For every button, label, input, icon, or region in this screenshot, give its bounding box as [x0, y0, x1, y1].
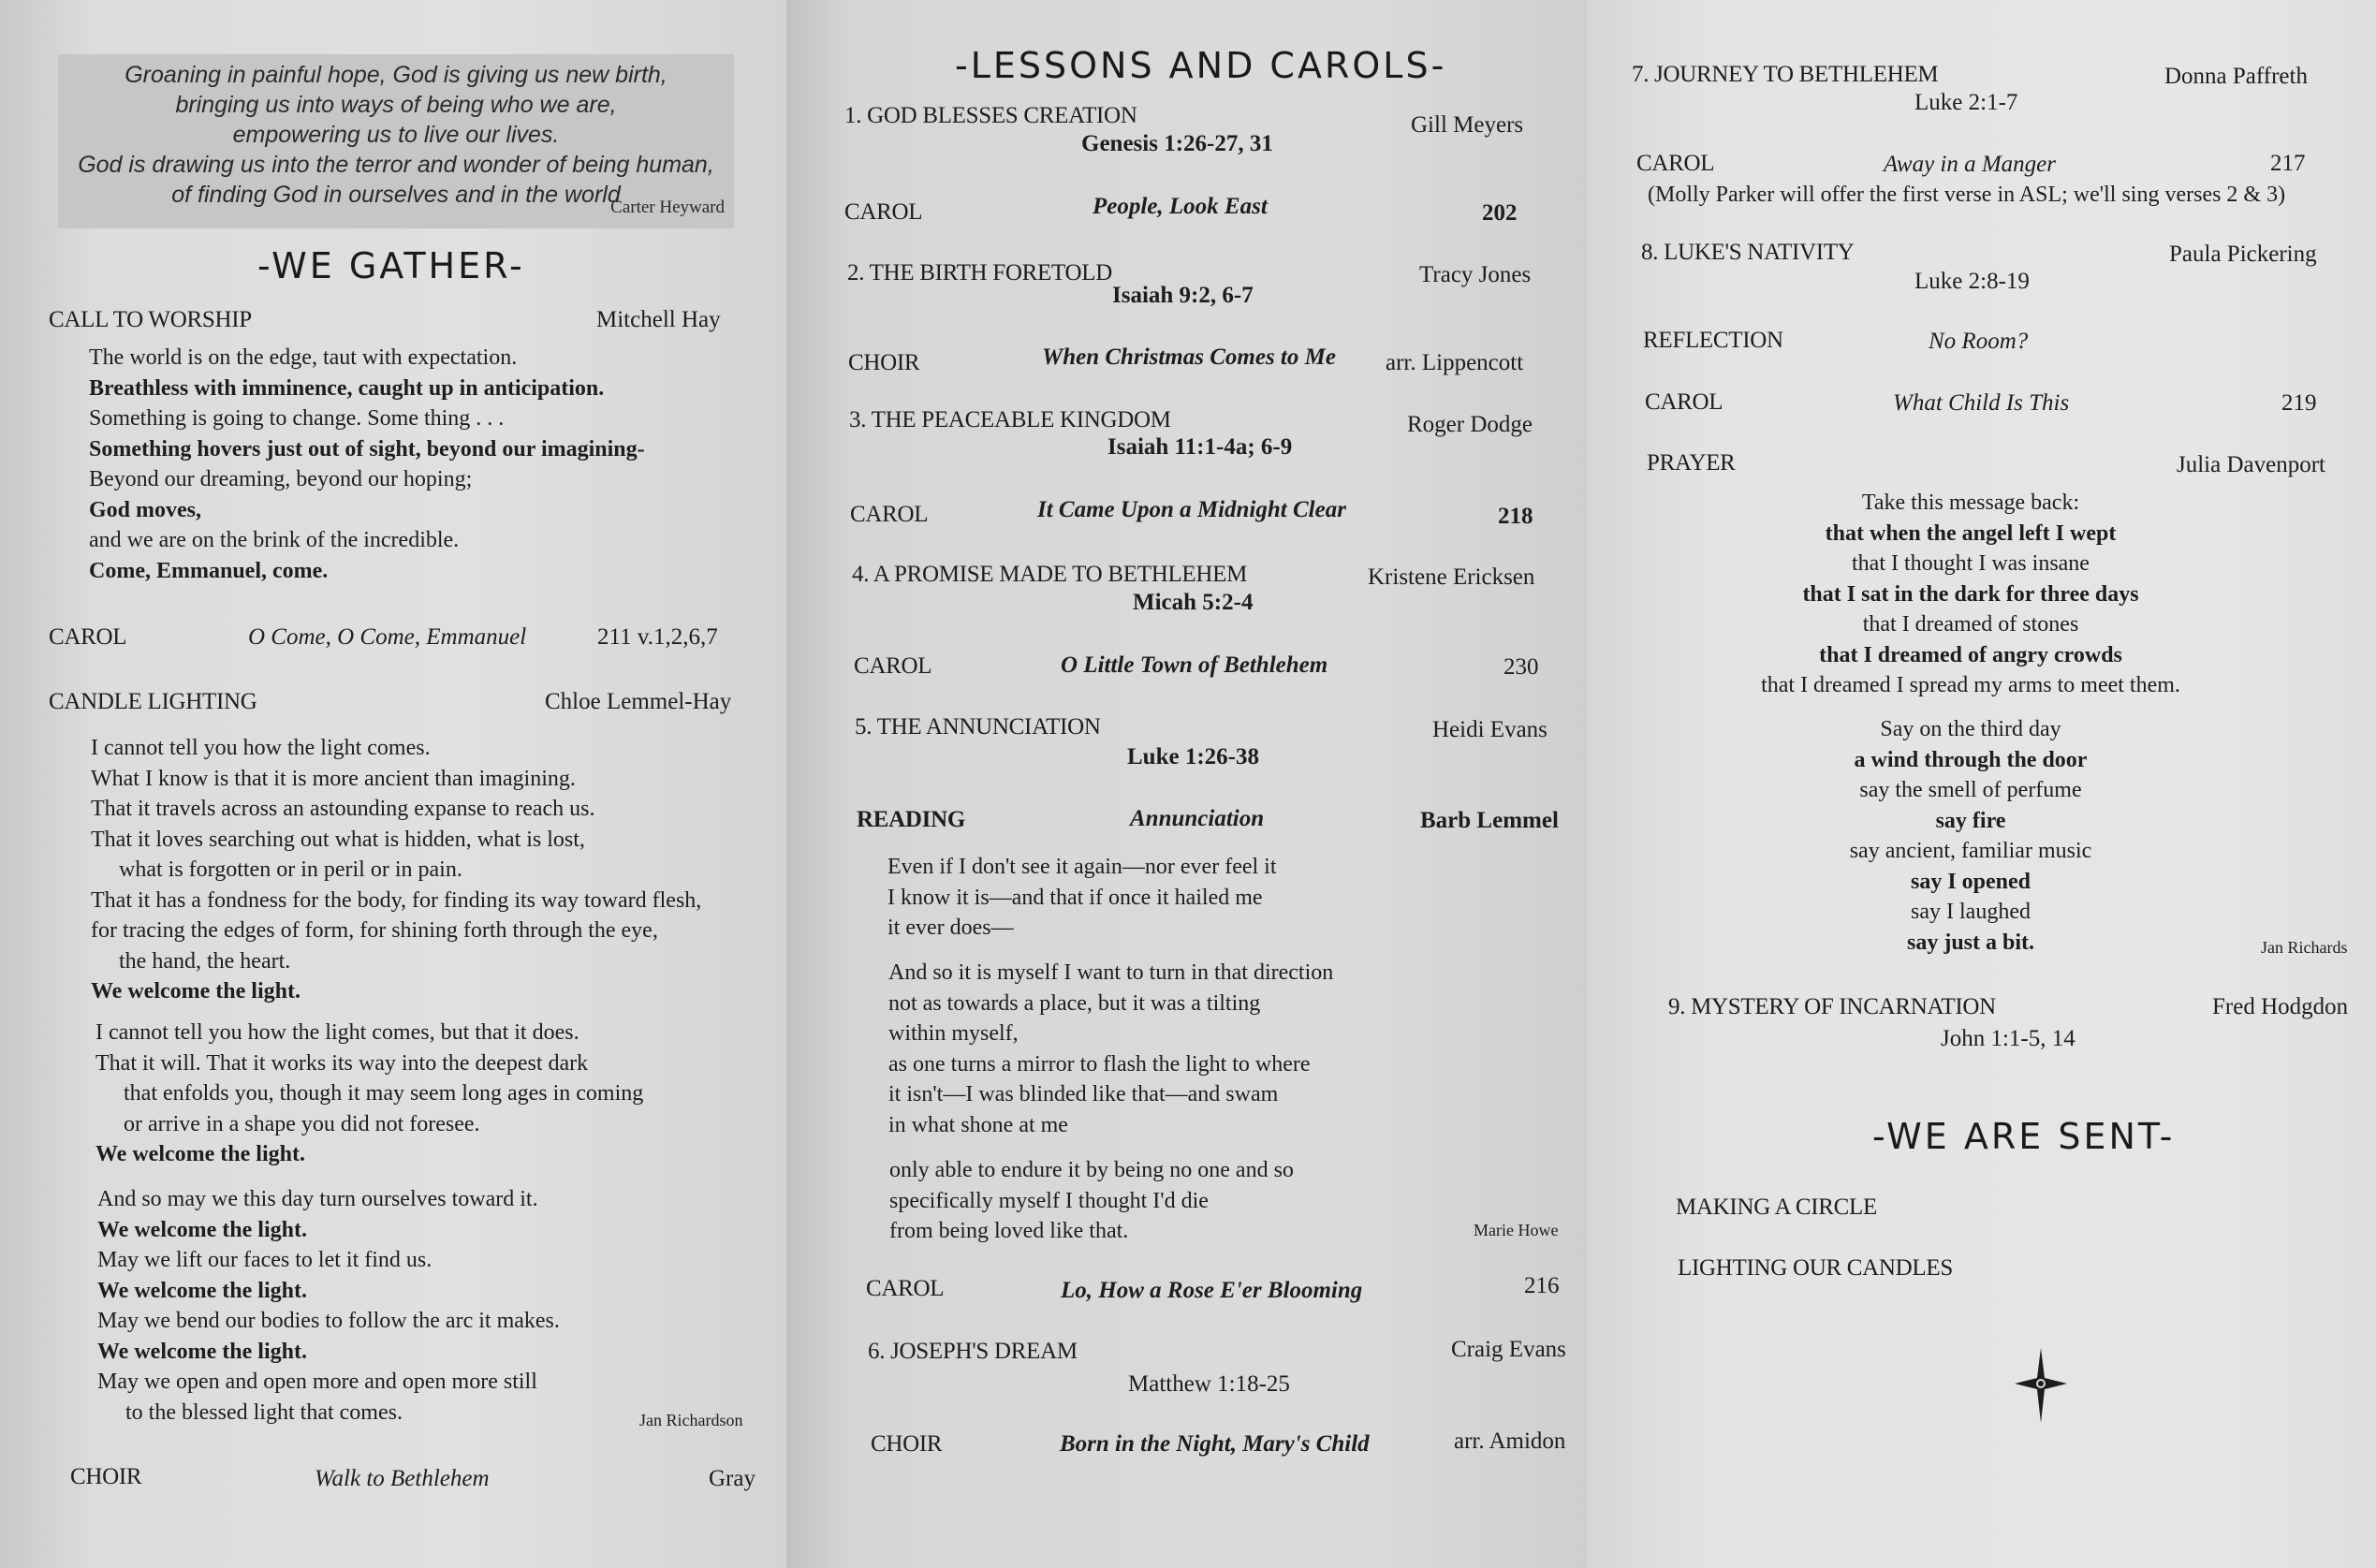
- verse-line-response: We welcome the light.: [97, 1339, 307, 1364]
- verse-line: within myself,: [888, 1021, 1019, 1046]
- verse-line: not as towards a place, but it was a tilting: [888, 990, 1261, 1016]
- lesson-title: 6. JOSEPH'S DREAM: [868, 1339, 1078, 1364]
- verse-line: Something is going to change. Some thing . . .: [89, 406, 505, 431]
- lesson-reference: Isaiah 9:2, 6-7: [1112, 283, 1254, 308]
- verse-line: say the smell of perfume: [1859, 778, 2082, 802]
- verse-line: And so it is myself I want to turn in that direction: [888, 960, 1334, 985]
- hymn-number: 217: [2270, 151, 2306, 176]
- verse-line: specifically myself I thought I'd die: [889, 1188, 1209, 1213]
- reading-stanza-1: [887, 852, 1277, 944]
- prayer-leader: Julia Davenport: [2177, 452, 2325, 477]
- verse-line-response: say fire: [1935, 808, 2006, 833]
- verse-line: May we open and open more and open more still: [97, 1370, 537, 1394]
- verse-line: Take this message back:: [1861, 491, 2080, 515]
- verse-line-response: a wind through the door: [1854, 747, 2088, 772]
- verse-line: What I know is that it is more ancient than imagining.: [91, 766, 576, 791]
- prayer-attribution: Jan Richards: [2261, 938, 2348, 957]
- lesson-reader: Heidi Evans: [1432, 717, 1547, 742]
- lesson-title: 2. THE BIRTH FORETOLD: [847, 260, 1112, 286]
- verse-line: That it will. That it works its way into the deepest dark: [95, 1050, 589, 1076]
- reading-attribution: Marie Howe: [1474, 1221, 1559, 1239]
- verse-line: to the blessed light that comes.: [125, 1399, 403, 1425]
- carol-label: CAROL: [1636, 151, 1715, 176]
- carol-title: O Come, O Come, Emmanuel: [248, 624, 527, 650]
- verse-line: the hand, the heart.: [119, 948, 291, 974]
- call-to-worship-label: CALL TO WORSHIP: [49, 307, 252, 332]
- carol-title: Lo, How a Rose E'er Blooming: [1061, 1278, 1363, 1303]
- choir-label: CHOIR: [871, 1431, 943, 1457]
- verse-line: say ancient, familiar music: [1849, 839, 2092, 863]
- verse-line-response: We welcome the light.: [97, 1278, 307, 1303]
- verse-line: what is forgotten or in peril or in pain.: [119, 857, 462, 882]
- verse-line: for tracing the edges of form, for shining forth through the eye,: [91, 918, 658, 943]
- reading-title: Annunciation: [1130, 806, 1265, 831]
- verse-line: that enfolds you, though it may seem long ages in coming: [124, 1081, 644, 1106]
- carol-title: What Child Is This: [1893, 390, 2070, 416]
- lesson-reference: Micah 5:2-4: [1133, 590, 1254, 615]
- quote-line: God is drawing us into the terror and wonder of being human,: [78, 152, 714, 178]
- lesson-reader: Craig Evans: [1451, 1337, 1566, 1362]
- verse-line: that I thought I was insane: [1852, 551, 2090, 576]
- hymn-number: 211 v.1,2,6,7: [597, 624, 718, 650]
- reading-label: READING: [857, 807, 965, 832]
- verse-line: May we bend our bodies to follow the arc it makes.: [97, 1309, 560, 1333]
- verse-line: that I dreamed of stones: [1862, 612, 2079, 637]
- candle-lighting-stanza-1: [91, 733, 701, 1007]
- lighting-our-candles: LIGHTING OUR CANDLES: [1678, 1255, 1953, 1281]
- reflection-label: REFLECTION: [1643, 328, 1783, 353]
- verse-line: or arrive in a shape you did not foresee.: [124, 1111, 480, 1136]
- carol-title: People, Look East: [1093, 194, 1268, 219]
- carol-label: CAROL: [49, 624, 127, 650]
- hymn-number: 202: [1482, 200, 1518, 226]
- opening-quote-box: [58, 54, 734, 228]
- verse-line-response: that I sat in the dark for three days: [1802, 581, 2139, 607]
- we-are-sent-heading: -WE ARE SENT-: [1872, 1116, 2176, 1157]
- lesson-reference: Matthew 1:18-25: [1128, 1371, 1290, 1397]
- carol-label: CAROL: [844, 199, 923, 225]
- verse-line: That it has a fondness for the body, for finding its way toward flesh,: [91, 887, 702, 913]
- verse-line: that I dreamed I spread my arms to meet them.: [1761, 673, 2180, 697]
- reflection-title: No Room?: [1929, 329, 2029, 354]
- verse-line-response: say just a bit.: [1906, 930, 2035, 955]
- choir-composer: arr. Lippencott: [1386, 350, 1524, 375]
- lesson-reference: Isaiah 11:1-4a; 6-9: [1107, 434, 1293, 460]
- we-gather-heading: -WE GATHER-: [257, 245, 525, 286]
- lesson-title: 1. GOD BLESSES CREATION: [844, 103, 1137, 128]
- lesson-title: 4. A PROMISE MADE TO BETHLEHEM: [852, 562, 1248, 587]
- lesson-reader: Gill Meyers: [1411, 112, 1524, 138]
- verse-line-response: Something hovers just out of sight, beyond our imagining-: [89, 436, 645, 462]
- reading-stanza-3: [889, 1155, 1294, 1247]
- reading-stanza-2: [888, 958, 1333, 1140]
- panel-we-are-sent: [1587, 0, 2376, 1568]
- verse-line-response: Breathless with imminence, caught up in anticipation.: [89, 375, 605, 401]
- panel-lessons-and-carols: [786, 0, 1587, 1568]
- verse-line: only able to endure it by being no one and so: [889, 1158, 1294, 1182]
- hymn-number: 219: [2281, 390, 2317, 416]
- quote-line: bringing us into ways of being who we are,: [175, 92, 617, 118]
- verse-line: I cannot tell you how the light comes.: [91, 736, 431, 760]
- choir-title: Walk to Bethlehem: [315, 1466, 490, 1491]
- verse-line: and we are on the brink of the incredible.: [89, 528, 460, 552]
- choir-title: When Christmas Comes to Me: [1042, 344, 1336, 370]
- candle-lighting-attribution: Jan Richardson: [639, 1411, 743, 1429]
- making-a-circle: MAKING A CIRCLE: [1676, 1194, 1877, 1220]
- carol-label: CAROL: [866, 1276, 945, 1301]
- quote-line: Groaning in painful hope, God is giving us new birth,: [125, 62, 667, 88]
- verse-line: That it travels across an astounding expanse to reach us.: [91, 797, 595, 821]
- lesson-reader: Tracy Jones: [1419, 262, 1532, 287]
- lesson-reference: Luke 1:26-38: [1127, 744, 1259, 769]
- lesson-title: 3. THE PEACEABLE KINGDOM: [849, 407, 1171, 432]
- verse-line: say I laughed: [1911, 900, 2031, 924]
- prayer-stanza-2: [1783, 714, 2158, 958]
- verse-line: I know it is—and that if once it hailed me: [887, 885, 1263, 910]
- verse-line-response: We welcome the light.: [97, 1217, 307, 1242]
- candle-lighting-stanza-3: [97, 1184, 560, 1428]
- choir-title: Born in the Night, Mary's Child: [1060, 1431, 1370, 1457]
- lesson-reader: Donna Paffreth: [2164, 64, 2308, 89]
- lesson-reader: Fred Hodgdon: [2212, 994, 2349, 1019]
- panel-we-gather: [0, 0, 786, 1568]
- verse-line-response: say I opened: [1910, 869, 2031, 894]
- carol-title: Away in a Manger: [1884, 152, 2057, 177]
- prayer-label: PRAYER: [1647, 450, 1736, 476]
- lesson-reader: Paula Pickering: [2169, 242, 2317, 267]
- verse-line-response: We welcome the light.: [91, 979, 301, 1004]
- lesson-reader: Kristene Ericksen: [1368, 564, 1535, 590]
- verse-line-response: We welcome the light.: [95, 1142, 305, 1166]
- hymn-number: 218: [1498, 504, 1533, 529]
- lesson-title: 7. JOURNEY TO BETHLEHEM: [1632, 62, 1939, 87]
- prayer-stanza-1: [1737, 488, 2205, 701]
- verse-line: That it loves searching out what is hidden, what is lost,: [91, 827, 585, 852]
- call-to-worship-leader: Mitchell Hay: [596, 307, 721, 332]
- hymn-number: 216: [1524, 1273, 1560, 1298]
- carol-label: CAROL: [854, 653, 932, 679]
- lesson-title: 5. THE ANNUNCIATION: [855, 714, 1101, 740]
- quote-line: empowering us to live our lives.: [232, 122, 560, 148]
- verse-line-response: Come, Emmanuel, come.: [89, 558, 329, 583]
- reading-reader: Barb Lemmel: [1420, 808, 1559, 833]
- carol-title: It Came Upon a Midnight Clear: [1037, 497, 1346, 522]
- choir-composer: arr. Amidon: [1454, 1429, 1566, 1454]
- carol-note: (Molly Parker will offer the first verse in ASL; we'll sing verses 2 & 3): [1648, 183, 2286, 207]
- candle-lighting-label: CANDLE LIGHTING: [49, 689, 257, 714]
- lesson-reference: Luke 2:8-19: [1914, 269, 2030, 294]
- verse-line: from being loved like that.: [889, 1219, 1129, 1243]
- verse-line: it isn't—I was blinded like that—and swam: [888, 1082, 1279, 1106]
- verse-line: as one turns a mirror to flash the light to where: [888, 1051, 1311, 1077]
- choir-label: CHOIR: [848, 350, 920, 375]
- candle-lighting-leader: Chloe Lemmel-Hay: [545, 689, 732, 714]
- verse-line: in what shone at me: [888, 1112, 1068, 1137]
- lessons-and-carols-heading: -LESSONS AND CAROLS-: [955, 45, 1447, 86]
- verse-line: The world is on the edge, taut with expectation.: [89, 345, 518, 370]
- verse-line: Even if I don't see it again—nor ever feel it: [887, 855, 1277, 879]
- lesson-title: 9. MYSTERY OF INCARNATION: [1668, 994, 1996, 1019]
- choir-label: CHOIR: [70, 1464, 142, 1489]
- choir-composer: Gray: [709, 1466, 755, 1491]
- verse-line-response: that when the angel left I wept: [1825, 520, 2117, 546]
- verse-line-response: that I dreamed of angry crowds: [1819, 642, 2122, 667]
- candle-lighting-stanza-2: [95, 1018, 643, 1170]
- lesson-reference: John 1:1-5, 14: [1941, 1026, 2075, 1051]
- verse-line: May we lift our faces to let it find us.: [97, 1248, 433, 1272]
- lesson-reference: Luke 2:1-7: [1914, 90, 2018, 115]
- lesson-reader: Roger Dodge: [1407, 412, 1533, 437]
- call-to-worship-text: [89, 343, 645, 586]
- verse-line: I cannot tell you how the light comes, but that it does.: [95, 1020, 579, 1045]
- carol-title: O Little Town of Bethlehem: [1061, 652, 1328, 678]
- verse-line: And so may we this day turn ourselves toward it.: [97, 1187, 538, 1211]
- quote-line: of finding God in ourselves and in the world: [171, 182, 621, 208]
- four-point-star-icon: [2013, 1348, 2069, 1423]
- lesson-title: 8. LUKE'S NATIVITY: [1641, 240, 1855, 265]
- verse-line: Say on the third day: [1880, 717, 2061, 741]
- verse-line-response: God moves,: [89, 497, 201, 522]
- lesson-reference: Genesis 1:26-27, 31: [1081, 131, 1273, 156]
- verse-line: it ever does—: [887, 916, 1014, 940]
- quote-attribution: Carter Heyward: [610, 198, 725, 217]
- hymn-number: 230: [1503, 654, 1539, 680]
- carol-label: CAROL: [1645, 389, 1723, 415]
- verse-line: Beyond our dreaming, beyond our hoping;: [89, 467, 473, 491]
- carol-label: CAROL: [850, 502, 929, 527]
